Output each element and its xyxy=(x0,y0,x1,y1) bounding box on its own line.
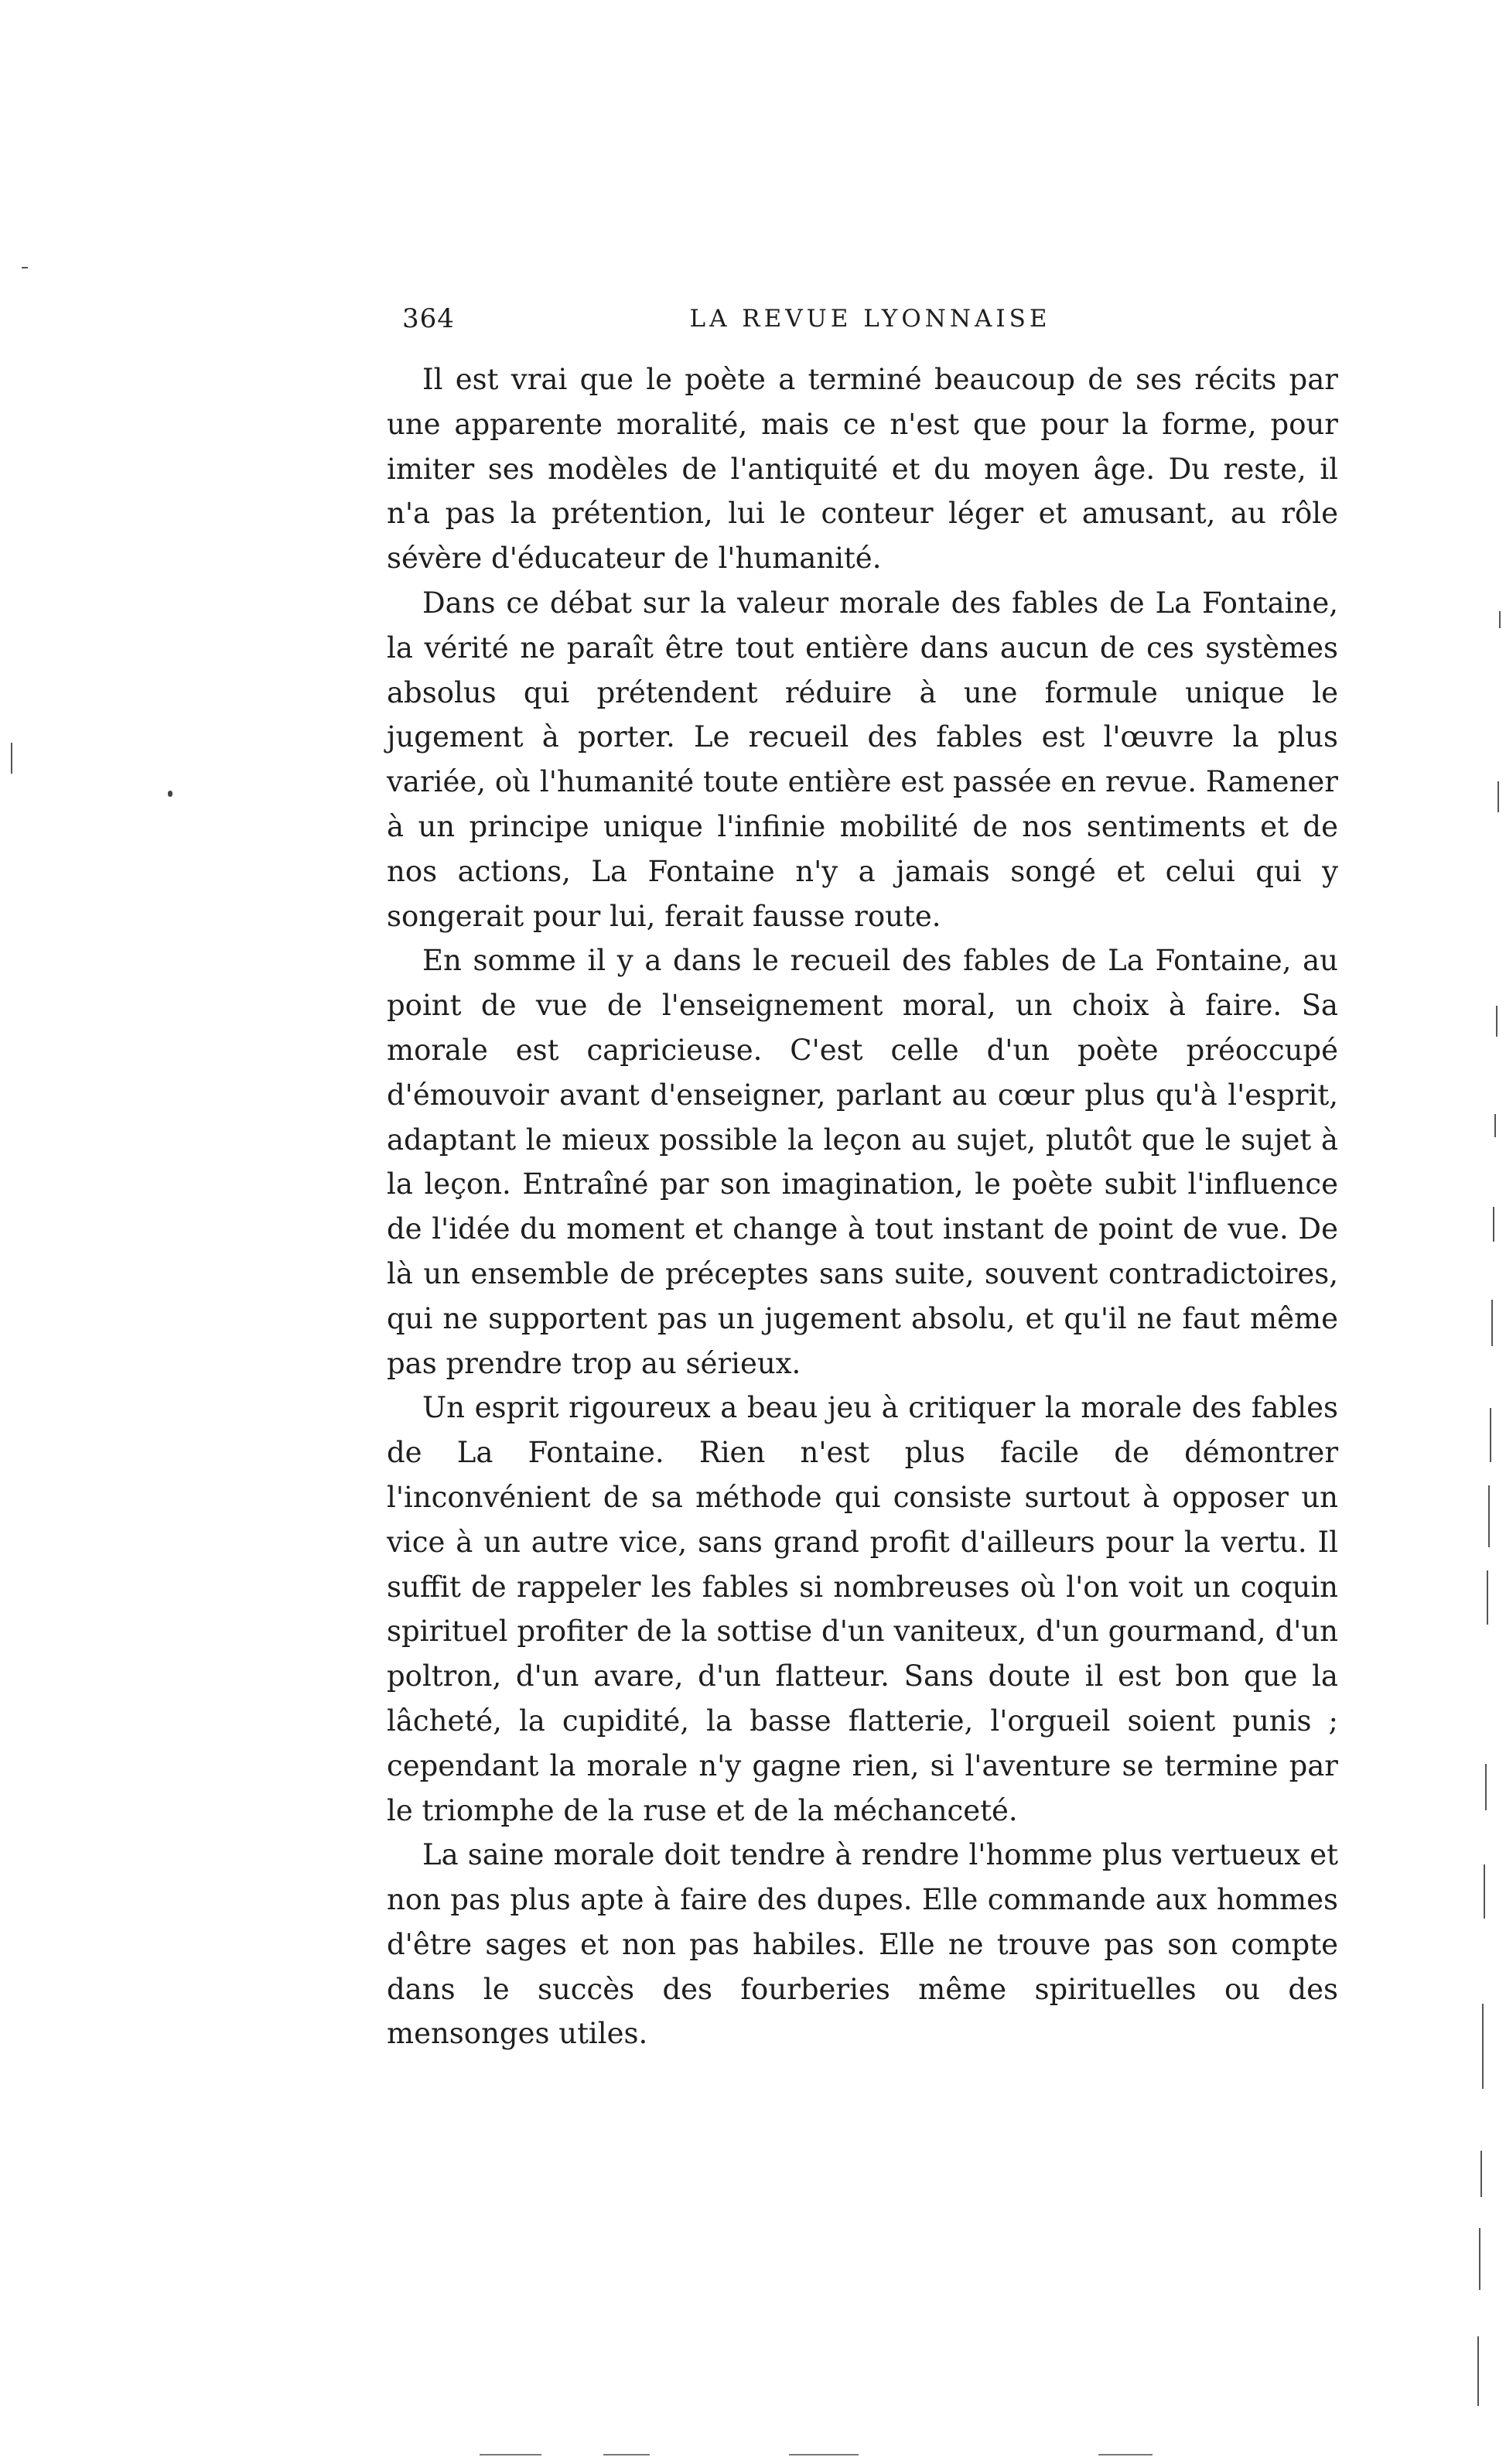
scan-artifact xyxy=(1479,2228,1480,2290)
paragraph: En somme il y a dans le recueil des fables de La Fontaine, au point de vue de l'enseignement moral, un choix à faire. Sa morale est capricieuse. C'est celle d'un poète préoccupé d'émouvoir avant d'enseigner, parlant au cœur plus qu'à l'esprit, adaptant le mieux possible la leçon au sujet, plutôt que le sujet à la leçon. Entraîné par son imagination, le poète subit l'influence de l'idée du moment et change à tout instant de point de vue. De là un ensemble de préceptes sans suite, souvent contradictoires, qui ne supportent pas un jugement absolu, et qu'il ne faut même pas prendre trop au sérieux. xyxy=(387,944,1338,1380)
paragraph: Dans ce débat sur la valeur morale des fables de La Fontaine, la vérité ne paraît être tout entière dans aucun de ces systèmes absolus qui prétendent réduire à une formule unique le jugement à porter. Le recueil des fables est l'œuvre la plus variée, où l'humanité toute entière est passée en revue. Ramener à un principe unique l'infinie mobilité de nos sentiments et de nos actions, La Fontaine n'y a jamais songé et celui qui y songerait pour lui, ferait fausse route. xyxy=(387,586,1338,933)
scan-artifact xyxy=(168,791,172,797)
scan-artifact xyxy=(1497,781,1499,812)
page-number: 364 xyxy=(402,303,455,334)
scan-artifact xyxy=(1487,1570,1488,1625)
scan-artifact xyxy=(789,2454,859,2455)
paragraph: Un esprit rigoureux a beau jeu à critiquer la morale des fables de La Fontaine. Rien n'est plus facile de démontrer l'inconvénient de sa méthode qui consiste surtout à opposer un vice à un autre vice, sans grand profit d'ailleurs pour la vertu. Il suffit de rappeler les fables si nombreuses où l'on voit un coquin spirituel profiter de la sottise d'un vaniteux, d'un gourmand, d'un poltron, d'un avare, d'un flatteur. Sans doute il est bon que la lâcheté, la cupidité, la basse flatterie, l'orgueil soient punis ; cependant la morale n'y gagne rien, si l'aventure se termine par le triomphe de la ruse et de la méchanceté. xyxy=(387,1391,1338,1827)
scan-artifact xyxy=(1098,2454,1153,2455)
scan-artifact xyxy=(1494,1114,1496,1137)
scan-artifact xyxy=(1485,1764,1487,1810)
scan-artifact xyxy=(1496,1006,1497,1037)
scan-artifact xyxy=(1482,2004,1484,2089)
running-title: LA REVUE LYONNAISE xyxy=(689,305,1051,333)
scan-artifact xyxy=(1488,1485,1490,1547)
scan-artifact xyxy=(603,2454,650,2455)
paragraph: Il est vrai que le poète a terminé beaucoup de ses récits par une apparente moralité, mais ce n'est que pour la forme, pour imiter ses modèles de l'antiquité et du moyen âge. Du reste, il n'a pas la prétention, lui le conteur léger et amusant, au rôle sévère d'éducateur de l'humanité. xyxy=(387,363,1338,576)
scan-artifact xyxy=(480,2454,541,2455)
scan-artifact xyxy=(22,267,28,268)
scan-artifact xyxy=(1491,1300,1493,1346)
scan-artifact xyxy=(1484,1864,1485,1919)
scan-artifact xyxy=(1480,2151,1482,2197)
scan-artifact xyxy=(1477,2336,1479,2406)
paragraph: La saine morale doit tendre à rendre l'homme plus vertueux et non pas plus apte à faire des dupes. Elle commande aux hommes d'être sages et non pas habiles. Elle ne trouve pas son compte dans le succès des fourberies même spirituelles ou des mensonges utiles. xyxy=(387,1838,1338,2051)
page-header xyxy=(402,303,1338,342)
scan-artifact xyxy=(1499,611,1501,628)
scan-artifact xyxy=(1490,1408,1491,1462)
scan-artifact xyxy=(1493,1207,1494,1242)
scan-artifact xyxy=(11,743,12,774)
body-text xyxy=(387,357,1338,2056)
